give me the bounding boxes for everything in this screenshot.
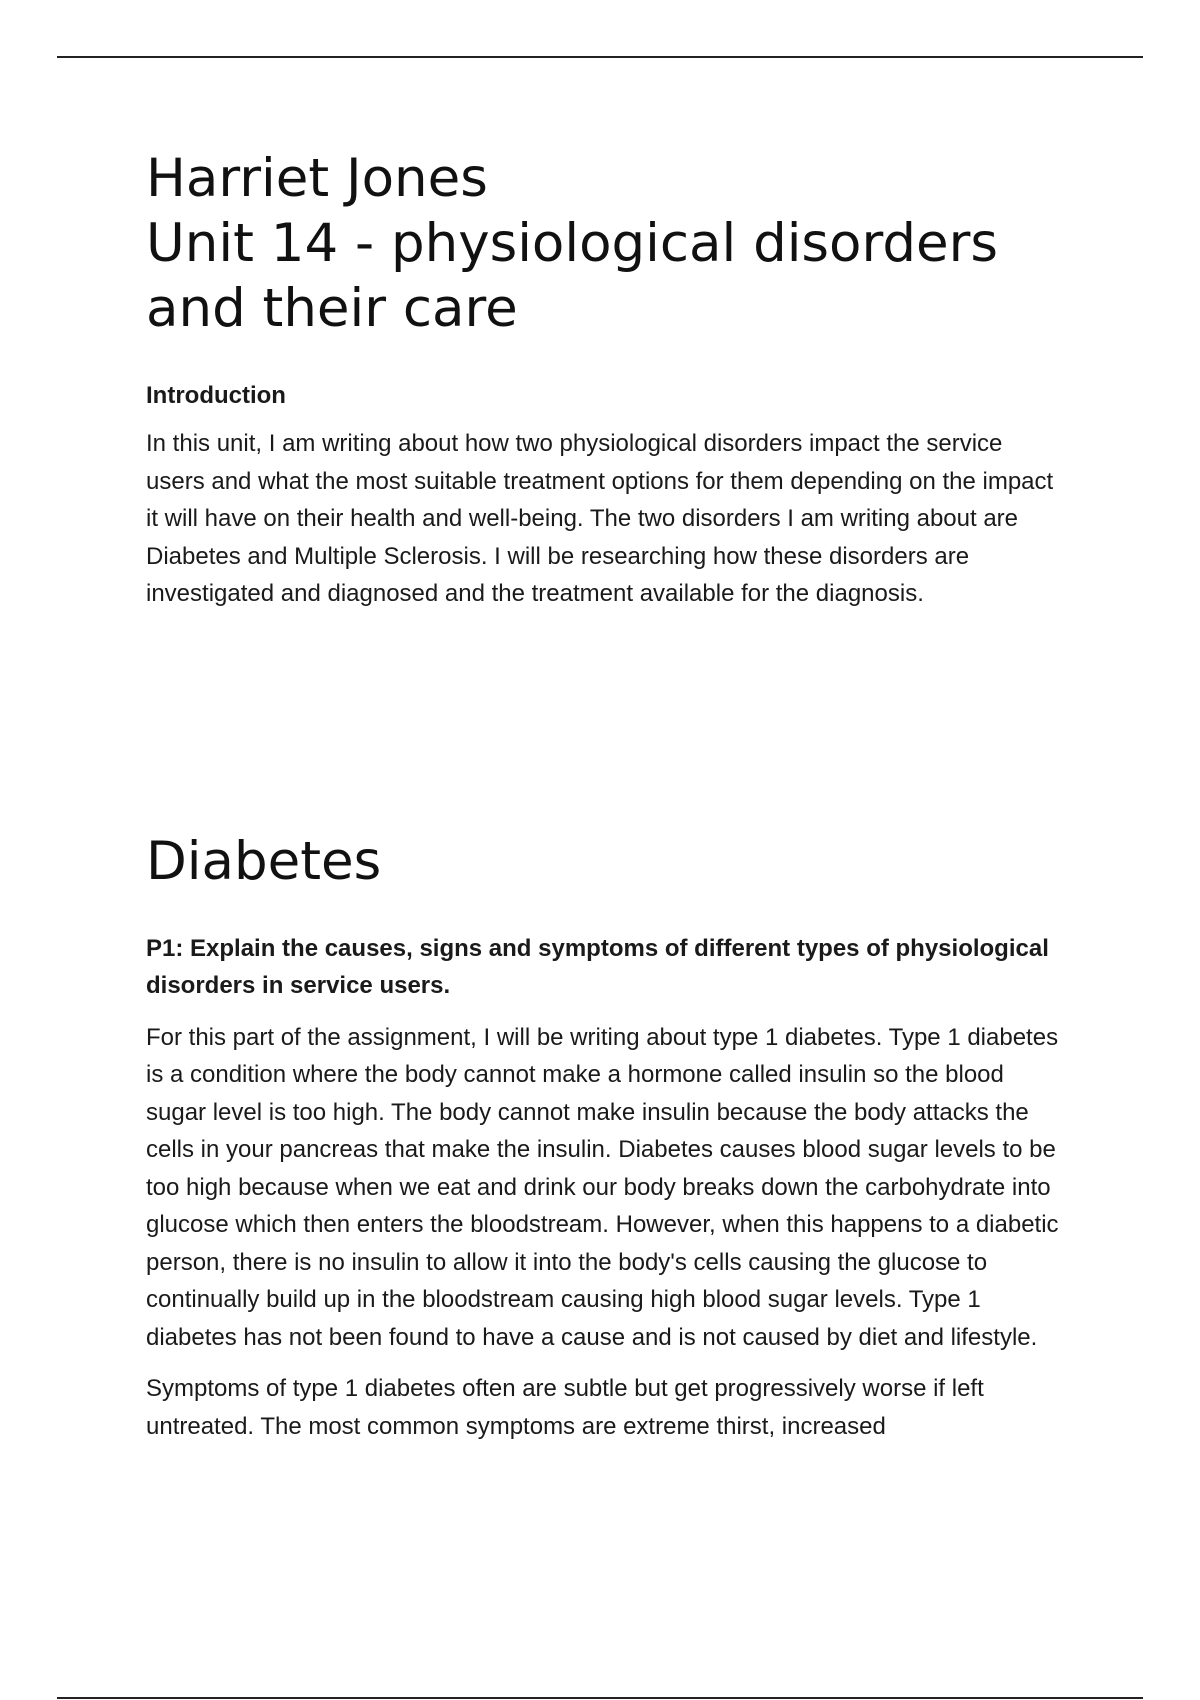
title-line-unit: Unit 14 - physiological disorders xyxy=(146,213,998,274)
diabetes-paragraph-symptoms: Symptoms of type 1 diabetes often are subtle but get progressively worse if left untreated. The most common symptoms are extreme thirst, increased xyxy=(146,1375,984,1440)
document-title xyxy=(146,146,1066,341)
title-line-subtitle: and their care xyxy=(146,278,518,339)
bottom-rule xyxy=(57,1697,1143,1699)
document-body xyxy=(146,146,1066,1459)
title-line-author: Harriet Jones xyxy=(146,148,488,209)
introduction-heading: Introduction xyxy=(146,382,286,409)
top-rule xyxy=(57,56,1143,58)
introduction-paragraph: In this unit, I am writing about how two physiological disorders impact the service users and what the most suitable treatment options for them depending on the impact it will have on their health and well-being. The two disorders I am writing about are Diabetes and Multiple Sclerosis. I will be researching how these disorders are investigated and diagnosed and the treatment available for the diagnosis. xyxy=(146,430,1054,607)
diabetes-heading: Diabetes xyxy=(146,830,382,892)
diabetes-paragraph-causes: For this part of the assignment, I will be writing about type 1 diabetes. Type 1 diabetes is a condition where the body cannot make a hormone called insulin so the blood sugar level is too high. The body cannot make insulin because the body attacks the cells in your pancreas that make the insulin. Diabetes causes blood sugar levels to be too high because when we eat and drink our body breaks down the carbohydrate into glucose which then enters the bloodstream. However, when this happens to a diabetic person, there is no insulin to allow it into the body's cells causing the glucose to continually build up in the bloodstream causing high blood sugar levels. Type 1 diabetes has not been found to have a cause and is not caused by diet and lifestyle. xyxy=(146,1023,1059,1351)
assignment-question: P1: Explain the causes, signs and symptoms of different types of physiological disorders in service users. xyxy=(146,934,1049,999)
